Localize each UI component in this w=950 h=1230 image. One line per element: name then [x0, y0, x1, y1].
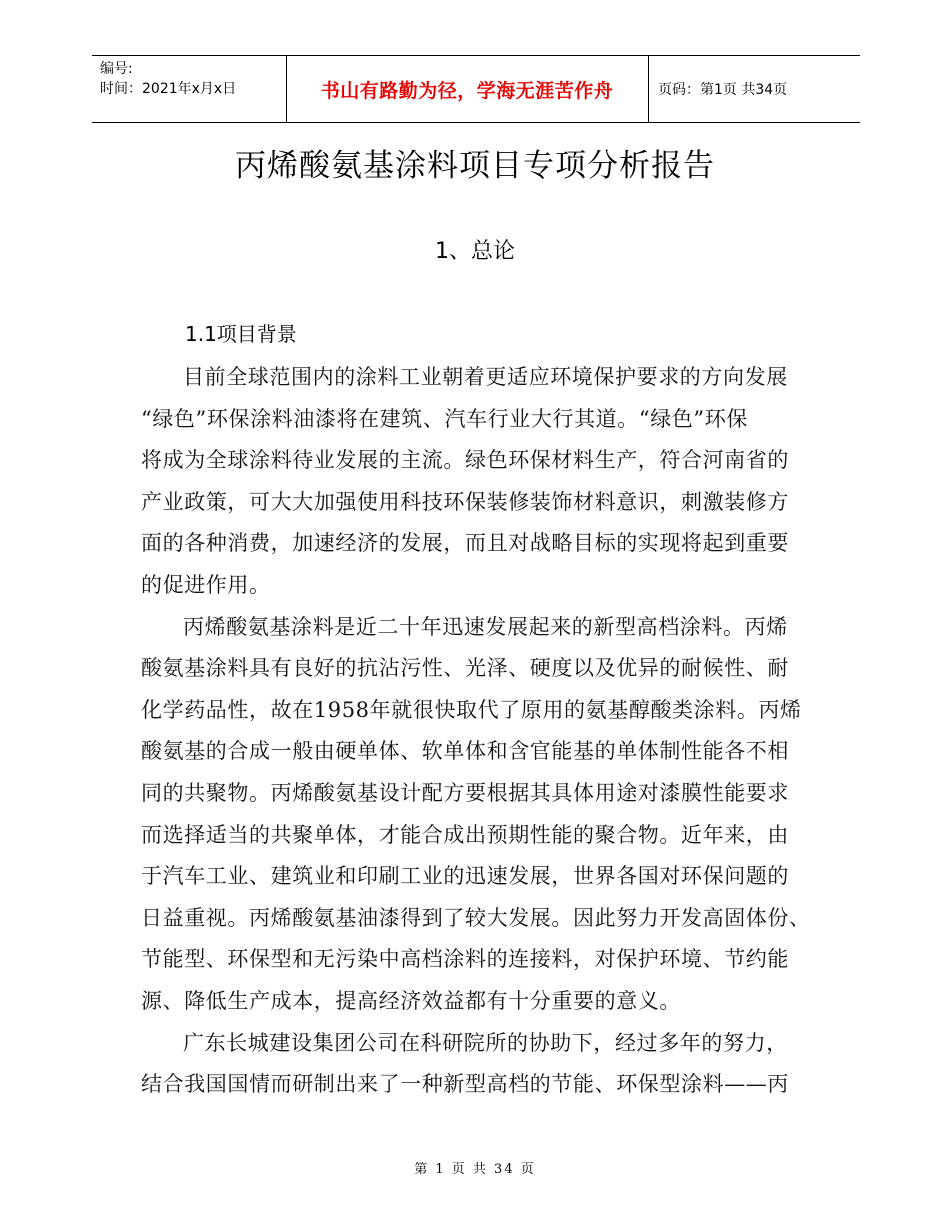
- header-motto: 书山有路勤为径，学海无涯苦作舟: [320, 80, 614, 102]
- body-line: 源、降低生产成本，提高经济效益都有十分重要的意义。: [141, 988, 681, 1013]
- document-time-label: 时间：2021年x月x日: [100, 81, 237, 97]
- body-line: 目前全球范围内的涂料工业朝着更适应环境保护要求的方向发展: [183, 365, 788, 389]
- page-header: [92, 55, 860, 123]
- body-line: 酸氨基涂料具有良好的抗沾污性、光泽、硬度以及优异的耐候性、耐: [141, 656, 789, 681]
- body-line: 日益重视。丙烯酸氨基油漆得到了较大发展。因此努力开发高固体份、: [141, 905, 811, 930]
- body-line: 丙烯酸氨基涂料是近二十年迅速发展起来的新型高档涂料。丙烯: [183, 614, 788, 639]
- body-line: 而选择适当的共聚单体，才能合成出预期性能的聚合物。近年来，由: [141, 822, 789, 847]
- section-heading: 1、总论: [435, 239, 515, 264]
- body-line: 结合我国国情而研制出来了一种新型高档的节能、环保型涂料——丙: [141, 1072, 789, 1097]
- body-line: 面的各种消费，加速经济的发展，而且对战略目标的实现将起到重要: [141, 531, 789, 556]
- body-text: [141, 357, 821, 1106]
- body-line: 将成为全球涂料待业发展的主流。绿色环保材料生产，符合河南省的: [141, 448, 789, 473]
- body-line: 化学药品性，故在1958年就很快取代了原用的氨基醇酸类涂料。丙烯: [141, 697, 802, 722]
- subsection-heading: 1.1项目背景: [185, 322, 297, 346]
- body-line: 节能型、环保型和无污染中高档涂料的连接料，对保护环境、节约能: [141, 947, 789, 972]
- body-line: 的促进作用。: [141, 572, 271, 597]
- document-number-label: 编号:: [100, 61, 133, 77]
- body-line: 产业政策，可大大加强使用科技环保装修装饰材料意识，刺激装修方: [141, 489, 789, 514]
- body-line: 广东长城建设集团公司在科研院所的协助下，经过多年的努力，: [183, 1030, 788, 1055]
- header-left: [100, 59, 236, 99]
- header-divider: [648, 56, 649, 122]
- body-line: 酸氨基的合成一般由硬单体、软单体和含官能基的单体制性能各不相: [141, 739, 789, 764]
- document-title: 丙烯酸氨基涂料项目专项分析报告: [235, 148, 715, 184]
- body-line: 同的共聚物。丙烯酸氨基设计配方要根据其具体用途对漆膜性能要求: [141, 780, 789, 805]
- body-line: “绿色”环保涂料油漆将在建筑、汽车行业大行其道。“绿色”环保: [141, 406, 748, 431]
- body-line: 于汽车工业、建筑业和印刷工业的迅速发展，世界各国对环保问题的: [141, 864, 789, 889]
- header-page-info: 页码：第1页 共34页: [658, 82, 788, 98]
- page-footer: 第 1 页 共 34 页: [414, 1162, 536, 1177]
